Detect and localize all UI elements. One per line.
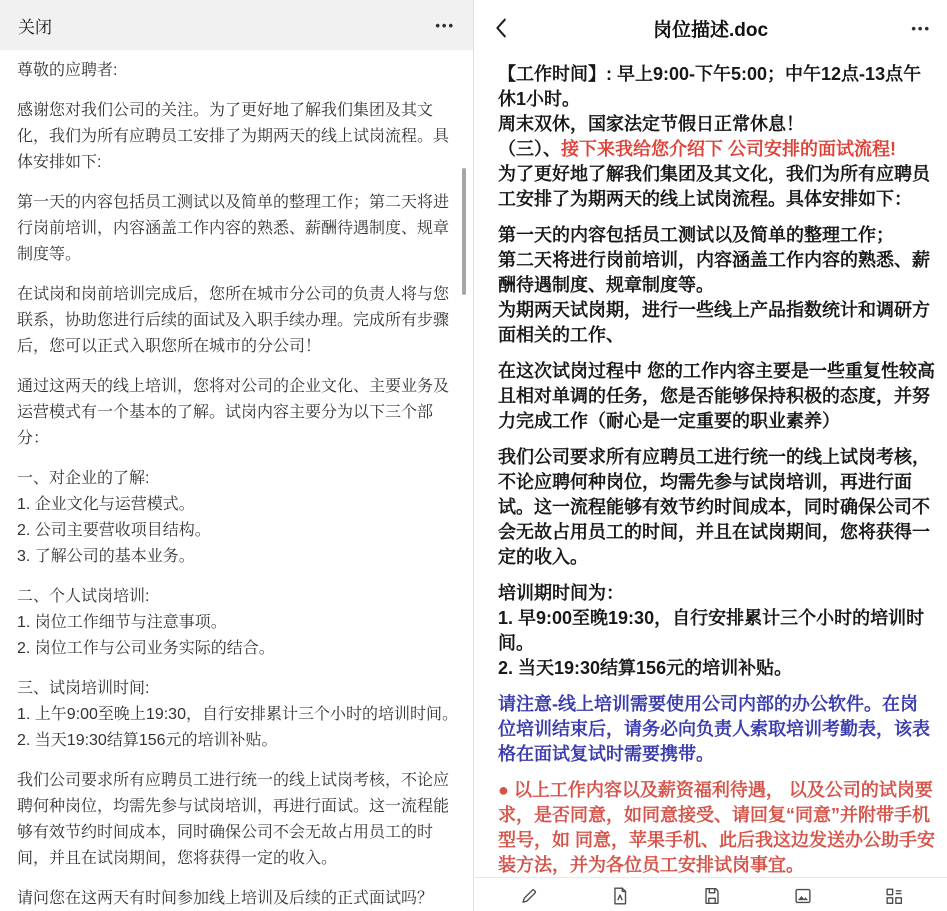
image-icon[interactable] xyxy=(792,885,814,907)
paragraph: 第一天的内容包括员工测试以及简单的整理工作； xyxy=(498,225,894,245)
doc-header xyxy=(474,0,947,56)
close-button[interactable]: 关闭 xyxy=(18,17,52,37)
paragraph: 周末双休，国家法定节假日正常休息！ xyxy=(498,114,804,134)
training-time-heading: 培训期时间为： xyxy=(498,583,624,603)
chevron-left-icon xyxy=(490,15,514,41)
list-item: 2. 当天19:30结算156元的培训补贴。 xyxy=(498,658,793,678)
section-heading: 一、对企业的了解: xyxy=(17,470,150,487)
salutation-line: 尊敬的应聘者: xyxy=(17,62,118,79)
list-item: 2. 公司主要营收项目结构。 xyxy=(17,522,211,539)
paragraph: 通过这两天的线上培训，您将对公司的企业文化、主要业务及运营模式有一个基本的了解。试岗内容主要分为以下三个部分： xyxy=(17,378,450,447)
section-heading: 二、个人试岗培训: xyxy=(17,588,150,605)
left-document-body xyxy=(0,50,473,911)
back-button[interactable] xyxy=(490,14,518,42)
list-item: 2. 岗位工作与公司业务实际的结合。 xyxy=(17,640,275,657)
list-item: 2. 当天19:30结算156元的培训补贴。 xyxy=(17,732,278,749)
doc-title: 岗位描述.doc xyxy=(652,19,769,41)
more-icon[interactable]: ••• xyxy=(911,20,931,36)
left-document-panel xyxy=(0,0,473,911)
paragraph: 在试岗和岗前培训完成后，您所在城市分公司的负责人将与您联系，协助您进行后续的面试及入职手续办理。完成所有步骤后，您可以正式入职您所在城市的分公司！ xyxy=(17,286,450,355)
paragraph xyxy=(498,137,935,162)
section-number: （三）、 xyxy=(498,139,561,159)
paragraph: 我们公司要求所有应聘员工进行统一的线上试岗考核，不论应聘何种岗位，均需先参与试岗培训，再进行面试。这一流程能够有效节约时间成本，同时确保公司不会无故占用员工的时间，并且在试岗期间，您将获得一定的收入。 xyxy=(17,772,450,867)
paragraph: 在这次试岗过程中 您的工作内容主要是一些重复性较高且相对单调的任务，您是否能够保持积极的态度，并努力完成工作（耐心是一定重要的职业素养） xyxy=(498,361,935,431)
more-icon[interactable]: ••• xyxy=(435,17,455,33)
left-header xyxy=(0,0,473,50)
list-item: 3. 了解公司的基本业务。 xyxy=(17,548,195,565)
paragraph: 感谢您对我们公司的关注。为了更好地了解我们集团及其文化，我们为所有应聘员工安排了为期两天的线上试岗流程。具体安排如下: xyxy=(17,102,450,171)
paragraph: 为了更好地了解我们集团及其文化，我们为所有应聘员工安排了为期两天的线上试岗流程。具体安排如下： xyxy=(498,164,930,209)
scrollbar[interactable] xyxy=(462,168,466,295)
notice-blue-paragraph: 请注意-线上培训需要使用公司内部的办公软件。在岗位培训结束后，请务必向负责人索取培训考勤表，该表格在面试复试时需要携带。 xyxy=(498,694,930,764)
highlight-red-text: 接下来我给您介绍下 公司安排的面试流程! xyxy=(561,139,896,159)
doc-body xyxy=(474,56,947,878)
notice-red-paragraph: ● 以上工作内容以及薪资福利待遇， 以及公司的试岗要求，是否同意，如同意接受、请回复“同意”并附带手机型号，如 同意，苹果手机、此后我这边发送办公助手安装方法，并为各位员工安排试岗事宜。 xyxy=(498,780,935,875)
list-item: 1. 企业文化与运营模式。 xyxy=(17,496,195,513)
tools-grid-icon[interactable] xyxy=(883,885,905,907)
paragraph: 第一天的内容包括员工测试以及简单的整理工作；第二天将进行岗前培训，内容涵盖工作内容的熟悉、薪酬待遇制度、规章制度等。 xyxy=(17,194,450,263)
save-icon[interactable] xyxy=(701,885,723,907)
edit-icon[interactable] xyxy=(518,885,540,907)
paragraph: 为期两天试岗期，进行一些线上产品指数统计和调研方面相关的工作、 xyxy=(498,300,930,345)
doc-viewer-panel xyxy=(473,0,947,911)
closing-question: 请问您在这两天有时间参加线上培训及后续的正式面试吗？ xyxy=(17,890,434,907)
list-item: 1. 岗位工作细节与注意事项。 xyxy=(17,614,227,631)
paragraph: 我们公司要求所有应聘员工进行统一的线上试岗考核，不论应聘何种岗位，均需先参与试岗培训，再进行面试。这一流程能够有效节约时间成本，同时确保公司不会无故占用员工的时间，并且在试岗期间，您将获得一定的收入。 xyxy=(498,447,930,567)
list-item: 1. 早9:00至晚19:30，自行安排累计三个小时的培训时间。 xyxy=(498,608,925,653)
pdf-export-icon[interactable] xyxy=(609,885,631,907)
doc-toolbar xyxy=(474,877,947,911)
work-hours-line: 【工作时间】: 早上9:00-下午5:00；中午12点-13点午休1小时。 xyxy=(498,64,922,109)
section-heading: 三、试岗培训时间: xyxy=(17,680,150,697)
list-item: 1. 上午9:00至晚上19:30，自行安排累计三个小时的培训时间。 xyxy=(17,706,458,723)
paragraph: 第二天将进行岗前培训，内容涵盖工作内容的熟悉、薪酬待遇制度、规章制度等。 xyxy=(498,250,930,295)
